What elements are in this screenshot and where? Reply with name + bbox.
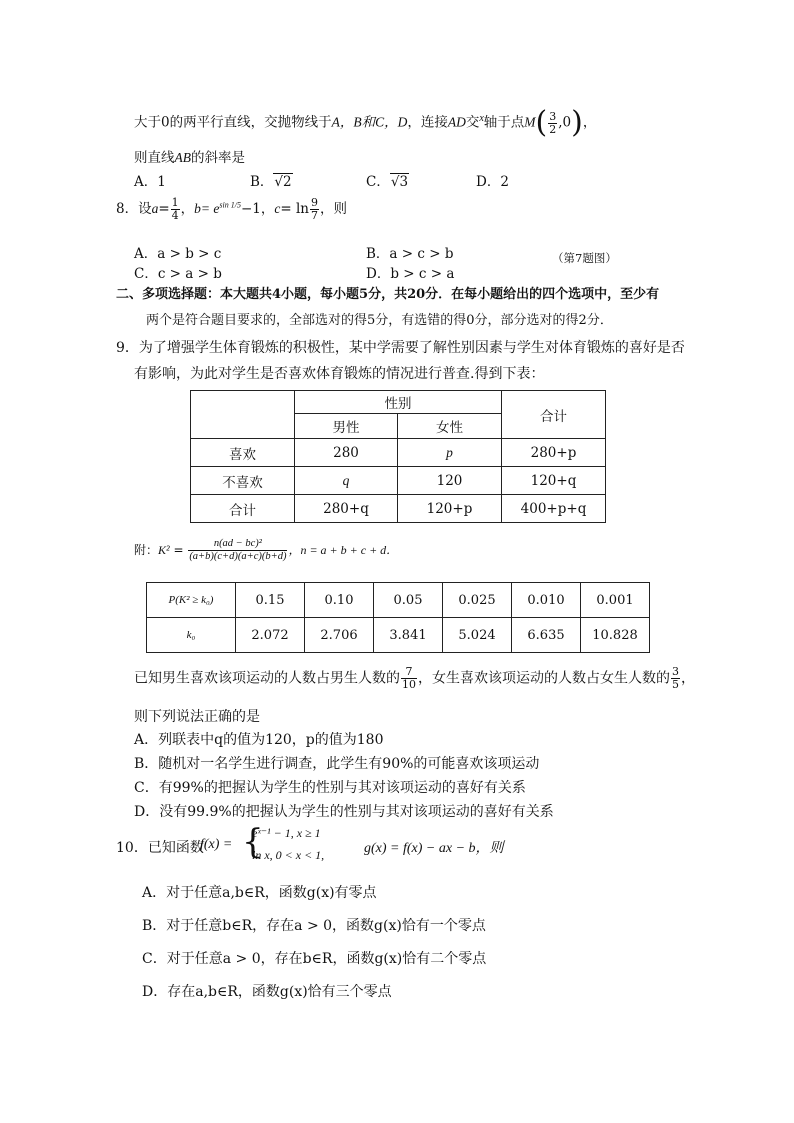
table-cell: 10.828: [581, 618, 650, 653]
table-row: [147, 583, 650, 618]
q8-c-tail: ，则: [319, 201, 347, 217]
table-cell: 0.010: [512, 583, 581, 618]
table-cell: 280: [295, 439, 398, 467]
q8-var-c: c: [274, 201, 281, 216]
row-label: 喜欢: [191, 439, 295, 467]
table-cell: 0.10: [305, 583, 374, 618]
q7-ab: AB: [174, 150, 191, 165]
q7-sqrt2: √2: [274, 174, 292, 190]
contingency-table: [190, 390, 606, 523]
row-label: k₀: [147, 618, 236, 653]
q8-var-b: b: [194, 201, 201, 216]
table-cell: 120+p: [398, 495, 502, 523]
q9-option-a: A．列联表中q的值为120，p的值为180: [134, 732, 384, 748]
table-corner: [191, 391, 295, 439]
q10-gx: g(x) = f(x) − ax − b，则: [364, 841, 504, 856]
q8-comma: ，: [180, 201, 195, 217]
q7-option-c: C．√3: [366, 174, 409, 190]
header-male: 男性: [295, 414, 398, 439]
q9-option-b: B．随机对一名学生进行调查，此学生有90%的可能喜欢该项运动: [134, 756, 540, 772]
table-cell: 400+p+q: [502, 495, 606, 523]
appendix-label: 附：: [134, 543, 159, 557]
table-cell: 6.635: [512, 618, 581, 653]
q10-option-c: C．对于任意a > 0，存在b∈R，函数g(x)恰有二个零点: [142, 951, 487, 967]
q8-option-c: C．c > a > b: [134, 266, 222, 282]
q8-option-a: A．a > b > c: [134, 246, 222, 262]
table-row: [147, 618, 650, 653]
q9-stem-line2: 有影响，为此对学生是否喜欢体育锻炼的情况进行普查.得到下表：: [134, 366, 545, 382]
q9-option-c: C．有99%的把握认为学生的性别与其对该项运动的喜好有关系: [134, 780, 526, 796]
section2-title: 二、多项选择题：本大题共4小题，每小题5分，共20分．在每小题给出的四个选项中，至少有: [116, 287, 660, 302]
q8-c-fraction: $\frac{9}{7}$: [310, 196, 318, 222]
piecewise-brace: {: [242, 822, 264, 862]
table-cell: 280+p: [502, 439, 606, 467]
known-c: ，: [681, 670, 695, 687]
q10-option-a: A．对于任意a,b∈R，函数g(x)有零点: [142, 885, 377, 901]
q7-ad: AD: [447, 114, 466, 130]
table-cell: 2.072: [236, 618, 305, 653]
critical-value-table: [146, 582, 650, 653]
table-row: [191, 439, 606, 467]
q7-line2: [134, 146, 245, 166]
table-cell: 280+q: [295, 495, 398, 523]
table-cell: 0.001: [581, 583, 650, 618]
q8-option-b: B．a > c > b: [366, 246, 454, 262]
q8-b-exponent: sin 1/5: [219, 200, 241, 210]
q7-line1: 大于0的两平行直线，交抛物线于A，B和C，D，连接AD交$^x$轴于点M( $\frac{3}{2}$ ,0)，: [134, 105, 597, 140]
q7-text-d: 轴于点: [483, 114, 525, 131]
table-cell: 5.024: [443, 618, 512, 653]
q8-eq: =: [158, 201, 170, 217]
q8-option-d: D．b > c > a: [366, 266, 455, 282]
table-row: [191, 467, 606, 495]
table-cell: 2.706: [305, 618, 374, 653]
known-a: 已知男生喜欢该项运动的人数占男生人数的: [134, 670, 400, 687]
q7-option-b: B．√2: [250, 174, 292, 190]
q8-c-eq: = ln: [280, 201, 309, 217]
table-cell: 0.05: [374, 583, 443, 618]
table-row: [191, 495, 606, 523]
q7-m-fraction: $\frac{3}{2}$: [549, 109, 557, 136]
q7-text-c: 交: [465, 114, 480, 131]
k2-symbol: K²: [158, 543, 170, 557]
q7-option-d: D．2: [476, 174, 509, 190]
k2-fraction: $\frac{\text{n(ad − bc)²}}{(a+b)(c+d)(a+c)(b+d)}$: [189, 538, 287, 562]
q9-stem-line1: 9．为了增强学生体育锻炼的积极性，某中学需要了解性别因素与学生对体育锻炼的喜好是否: [116, 340, 685, 356]
q7-m-tail: ,0: [558, 114, 572, 131]
table-cell: 120+q: [502, 467, 606, 495]
q7-x: x: [479, 113, 484, 124]
header-total: 合计: [502, 391, 606, 439]
header-female: 女性: [398, 414, 502, 439]
q7-point-m: M: [524, 114, 536, 130]
q7-text-b: ，连接: [407, 114, 448, 131]
n-definition: ，n = a + b + c + d．: [288, 543, 399, 557]
q8-number: 8．设: [116, 201, 152, 217]
q8-a-fraction: $\frac{1}{4}$: [171, 196, 179, 222]
table-cell: 0.025: [443, 583, 512, 618]
row-label: 合计: [191, 495, 295, 523]
fraction-7-10: $\frac{7}{10}$: [402, 665, 416, 691]
table-cell: 120: [398, 467, 502, 495]
table-cell: 0.15: [236, 583, 305, 618]
q10-case2: ln x, 0 < x < 1,: [252, 848, 325, 862]
q7-line2-b: 的斜率是: [191, 150, 245, 166]
q9-option-d: D．没有99.9%的把握认为学生的性别与其对该项运动的喜好有关系: [134, 804, 554, 820]
table-cell: 3.841: [374, 618, 443, 653]
q8-b-eq: = e: [200, 201, 220, 216]
q8-b-tail: −1，: [240, 201, 275, 217]
k2-formula: 附：K² = $\frac{\text{n(ad − bc)²}}{(a+b)(c+d)(a+c)(b+d)}$ ，n = a + b + c + d．: [134, 538, 399, 562]
header-gender: 性别: [295, 391, 502, 414]
q7-option-a: A．1: [134, 174, 166, 190]
section2-rules: 两个是符合题目要求的，全部选对的得5分，有选错的得0分，部分选对的得2分．: [146, 313, 613, 328]
q9-then: 则下列说法正确的是: [134, 709, 260, 725]
known-b: ，女生喜欢该项运动的人数占女生人数的: [418, 670, 670, 687]
q10-option-b: B．对于任意b∈R，存在a > 0，函数g(x)恰有一个零点: [142, 918, 486, 934]
row-label: P(K² ≥ k₀): [147, 583, 236, 618]
q10-fx: f(x) =: [200, 837, 233, 852]
fraction-3-5: $\frac{3}{5}$: [672, 665, 679, 691]
q7-points: A，B和C，D: [331, 114, 408, 130]
q10-option-d: D．存在a,b∈R，函数g(x)恰有三个零点: [142, 984, 392, 1000]
q7-line2-a: 则直线: [134, 150, 175, 166]
table-cell: p: [398, 439, 502, 467]
q7-text: 大于0的两平行直线，交抛物线于: [134, 114, 332, 131]
q9-known-condition: [134, 666, 695, 691]
row-label: 不喜欢: [191, 467, 295, 495]
q7-figure-caption: （第7题图）: [552, 251, 617, 265]
q10-lead: 10．已知函数: [116, 840, 204, 856]
q10-case1: eˣ⁻¹ − 1, x ≥ 1: [252, 826, 321, 840]
q7-sqrt3: √3: [390, 174, 409, 190]
q8-stem: [116, 197, 347, 222]
table-cell: q: [295, 467, 398, 495]
q8-var-a: a: [151, 201, 159, 216]
